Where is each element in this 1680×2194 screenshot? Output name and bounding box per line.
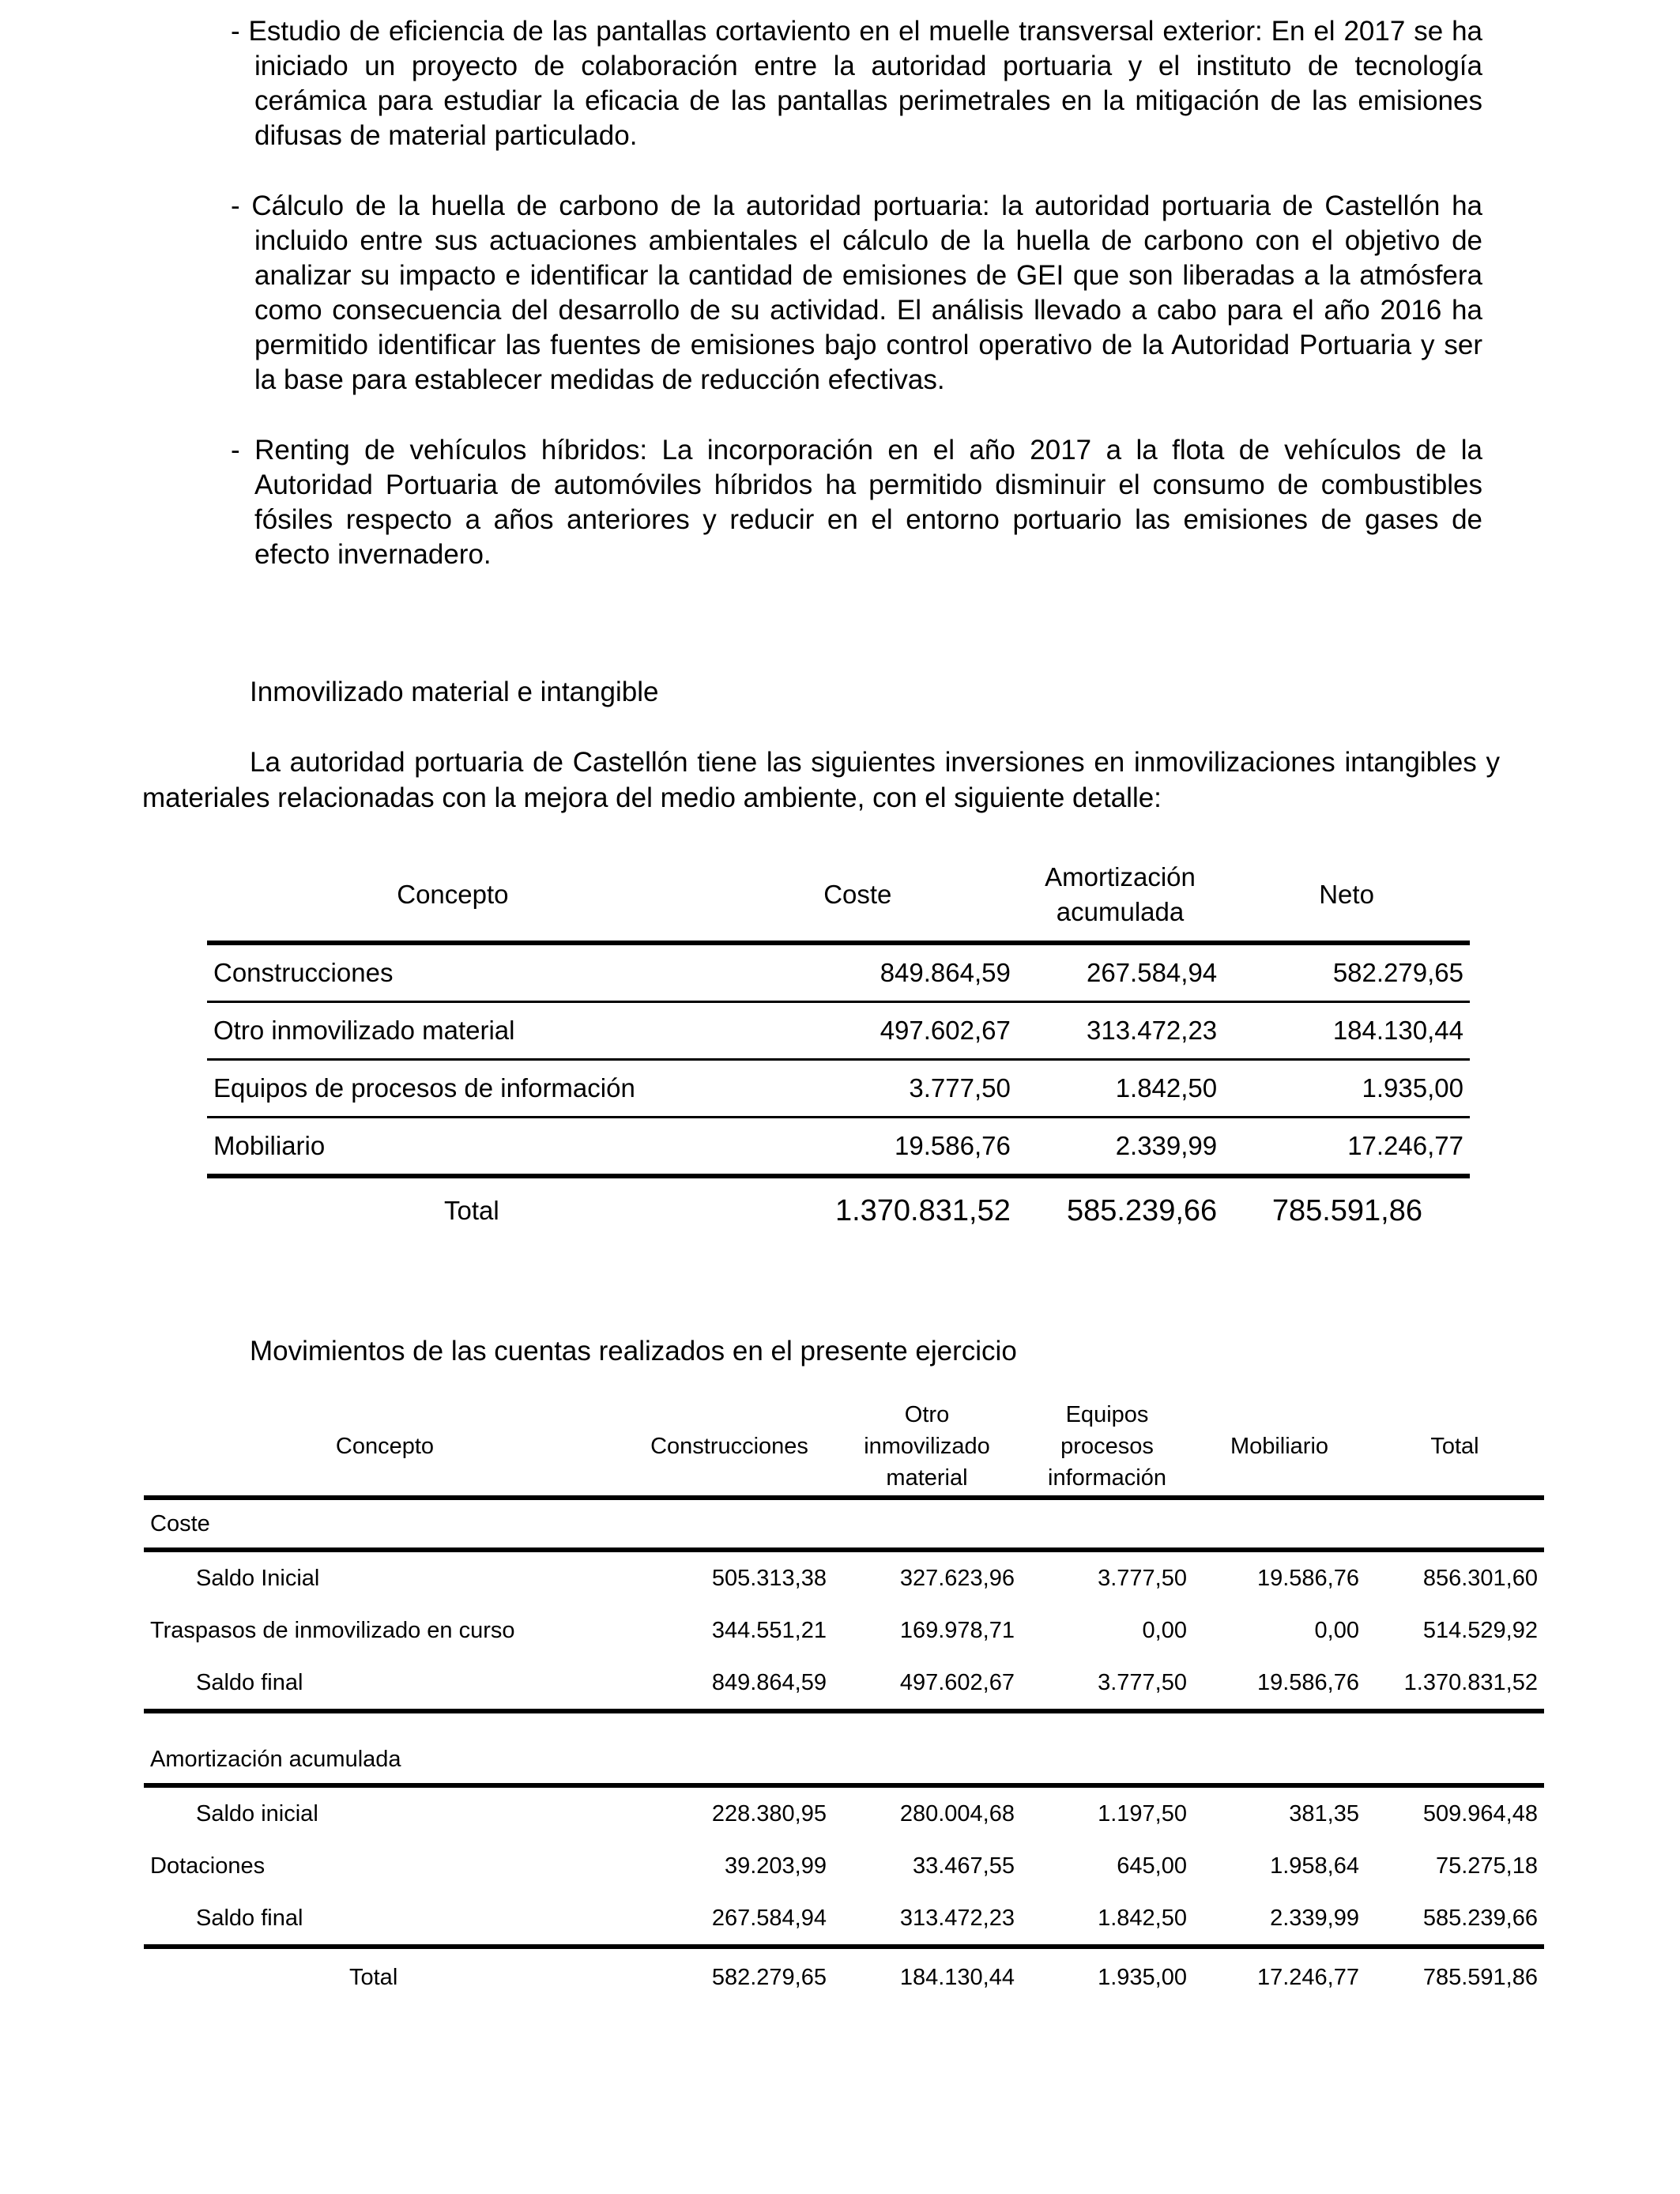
cell-construcciones: 267.584,94 bbox=[626, 1892, 833, 1947]
cell-otro-inmovilizado: 497.602,67 bbox=[833, 1657, 1021, 1711]
table-row bbox=[144, 1604, 1544, 1657]
cell-total: 509.964,48 bbox=[1422, 1800, 1538, 1826]
cell-total: 75.275,18 bbox=[1435, 1853, 1538, 1879]
header-amortizacion: Amortización acumulada bbox=[1017, 860, 1223, 943]
cell-mobiliario: 19.586,76 bbox=[1193, 1657, 1365, 1711]
table-total-row bbox=[144, 1947, 1544, 2006]
total-coste: 1.370.831,52 bbox=[834, 1193, 1011, 1227]
cell-total: 1.370.831,52 bbox=[1365, 1657, 1544, 1711]
cell-neto: 17.246,77 bbox=[1223, 1118, 1470, 1177]
table-row bbox=[144, 1550, 1544, 1604]
header-concepto: Concepto bbox=[207, 860, 699, 943]
cell-coste: 497.602,67 bbox=[699, 1002, 1017, 1060]
cell-coste: 849.864,59 bbox=[699, 943, 1017, 1002]
table-row bbox=[207, 1060, 1470, 1118]
cell-equipos: 1.197,50 bbox=[1098, 1800, 1187, 1826]
row-label: Saldo final bbox=[144, 1892, 626, 1947]
cell-total: 514.529,92 bbox=[1422, 1617, 1538, 1643]
header-equipos: Equipos procesos información bbox=[1021, 1399, 1193, 1498]
row-label: Traspasos de inmovilizado en curso bbox=[150, 1617, 515, 1643]
table-header-row bbox=[207, 860, 1470, 943]
cell-equipos: 3.777,50 bbox=[1021, 1657, 1193, 1711]
cell-amortizacion: 313.472,23 bbox=[1017, 1002, 1223, 1060]
row-label: Saldo final bbox=[144, 1657, 626, 1711]
cell-coste: 19.586,76 bbox=[699, 1118, 1017, 1177]
cell-mobiliario: 1.958,64 bbox=[1270, 1853, 1359, 1879]
cell-neto: 184.130,44 bbox=[1223, 1002, 1470, 1060]
cell-amortizacion: 267.584,94 bbox=[1017, 943, 1223, 1002]
cell-otro-inmovilizado: 327.623,96 bbox=[899, 1565, 1015, 1591]
section-row-coste bbox=[144, 1498, 1544, 1550]
bullet-list bbox=[231, 14, 1482, 608]
table-row bbox=[207, 1002, 1470, 1060]
header-construcciones: Construcciones bbox=[626, 1399, 833, 1498]
row-label: Saldo Inicial bbox=[196, 1565, 320, 1591]
cell-concepto: Otro inmovilizado material bbox=[207, 1002, 699, 1060]
cell-construcciones: 849.864,59 bbox=[626, 1657, 833, 1711]
header-concepto: Concepto bbox=[144, 1399, 626, 1498]
section-row-amortizacion bbox=[144, 1736, 1544, 1785]
intro-paragraph: La autoridad portuaria de Castellón tiene las siguientes inversiones en inmovilizaciones intangibles y materiales relacionadas con la mejora del medio ambiente, con el siguiente detalle: bbox=[142, 747, 1500, 813]
bullet-huella-carbono: - Cálculo de la huella de carbono de la autoridad portuaria: la autoridad portuaria de Castellón ha incluido entre sus actuaciones ambientales el cálculo de la huella de carbono con el objetivo de analizar su impacto e identificar la cantidad de emisiones de GEI que son liberadas a la atmósfera como consecuencia del desarrollo de su actividad. El análisis llevado a cabo para el año 2016 ha permitido identificar las fuentes de emisiones bajo control operativo de la Autoridad Portuaria y ser la base para establecer medidas de reducción efectivas. bbox=[231, 190, 1482, 395]
cell-concepto: Mobiliario bbox=[207, 1118, 699, 1177]
section-label: Amortización acumulada bbox=[144, 1736, 1544, 1785]
cell-construcciones: 505.313,38 bbox=[711, 1565, 827, 1591]
cell-mobiliario: 381,35 bbox=[1289, 1800, 1359, 1826]
table-row bbox=[144, 1657, 1544, 1711]
total-label: Total bbox=[444, 1196, 499, 1225]
table-header-row bbox=[144, 1399, 1544, 1498]
table-row bbox=[207, 943, 1470, 1002]
table-row bbox=[144, 1785, 1544, 1840]
table-total-row bbox=[207, 1176, 1470, 1243]
cell-otro-inmovilizado: 313.472,23 bbox=[833, 1892, 1021, 1947]
bullet-renting: - Renting de vehículos híbridos: La incorporación en el año 2017 a la flota de vehículos de la Autoridad Portuaria de automóviles híbridos ha permitido disminuir el consumo de combustibles fósiles respecto a años anteriores y reducir en el entorno portuario las emisiones de gases de efecto invernadero. bbox=[231, 435, 1482, 570]
cell-neto: 1.935,00 bbox=[1223, 1060, 1470, 1118]
cell-mobiliario: 2.339,99 bbox=[1193, 1892, 1365, 1947]
section-heading-movimientos: Movimientos de las cuentas realizados en el presente ejercicio bbox=[250, 1336, 1017, 1367]
cell-amortizacion: 2.339,99 bbox=[1017, 1118, 1223, 1177]
cell-amortizacion: 1.842,50 bbox=[1017, 1060, 1223, 1118]
header-coste: Coste bbox=[699, 860, 1017, 943]
header-total: Total bbox=[1365, 1399, 1544, 1498]
total-label: Total bbox=[349, 1964, 398, 1990]
table-row bbox=[207, 1118, 1470, 1177]
cell-otro-inmovilizado: 169.978,71 bbox=[899, 1617, 1015, 1643]
cell-construcciones: 228.380,95 bbox=[711, 1800, 827, 1826]
cell-equipos: 1.842,50 bbox=[1021, 1892, 1193, 1947]
cell-otro-inmovilizado: 280.004,68 bbox=[899, 1800, 1015, 1826]
section-heading-inmovilizado: Inmovilizado material e intangible bbox=[250, 677, 659, 707]
cell-equipos: 3.777,50 bbox=[1098, 1565, 1187, 1591]
cell-concepto: Equipos de procesos de información bbox=[207, 1060, 699, 1118]
total-construcciones: 582.279,65 bbox=[711, 1964, 827, 1990]
cell-construcciones: 39.203,99 bbox=[724, 1853, 827, 1879]
spacer-row bbox=[144, 1711, 1544, 1736]
total-equipos: 1.935,00 bbox=[1098, 1964, 1187, 1990]
total-mobiliario: 17.246,77 bbox=[1256, 1964, 1359, 1990]
total-otro-inmovilizado: 184.130,44 bbox=[899, 1964, 1015, 1990]
header-mobiliario: Mobiliario bbox=[1193, 1399, 1365, 1498]
bullet-pantallas: - Estudio de eficiencia de las pantallas cortaviento en el muelle transversal exterior: En el 2017 se ha iniciado un proyecto de colaboración entre la autoridad portuaria y el instituto de tecnología cerámica para estudiar la eficacia de las pantallas perimetrales en la mitigación de las emisiones difusas de material particulado. bbox=[231, 16, 1482, 151]
cell-coste: 3.777,50 bbox=[699, 1060, 1017, 1118]
table-row bbox=[144, 1840, 1544, 1892]
cell-mobiliario: 0,00 bbox=[1314, 1617, 1359, 1643]
header-otro-inmovilizado: Otro inmovilizado material bbox=[833, 1399, 1021, 1498]
cell-otro-inmovilizado: 33.467,55 bbox=[912, 1853, 1015, 1879]
header-neto: Neto bbox=[1223, 860, 1470, 943]
row-label: Dotaciones bbox=[150, 1853, 266, 1879]
section-label: Coste bbox=[144, 1498, 1544, 1550]
row-label: Saldo inicial bbox=[196, 1800, 318, 1826]
cell-equipos: 0,00 bbox=[1142, 1617, 1187, 1643]
cell-total: 856.301,60 bbox=[1422, 1565, 1538, 1591]
cell-total: 585.239,66 bbox=[1365, 1892, 1544, 1947]
cell-equipos: 645,00 bbox=[1117, 1853, 1187, 1879]
inversiones-table bbox=[207, 860, 1470, 1243]
total-neto: 785.591,86 bbox=[1271, 1193, 1422, 1227]
total-total: 785.591,86 bbox=[1422, 1964, 1538, 1990]
movimientos-table bbox=[144, 1399, 1544, 2006]
cell-mobiliario: 19.586,76 bbox=[1256, 1565, 1359, 1591]
table-row bbox=[144, 1892, 1544, 1947]
cell-neto: 582.279,65 bbox=[1223, 943, 1470, 1002]
cell-concepto: Construcciones bbox=[207, 943, 699, 1002]
cell-construcciones: 344.551,21 bbox=[711, 1617, 827, 1643]
total-amortizacion: 585.239,66 bbox=[1066, 1193, 1218, 1227]
